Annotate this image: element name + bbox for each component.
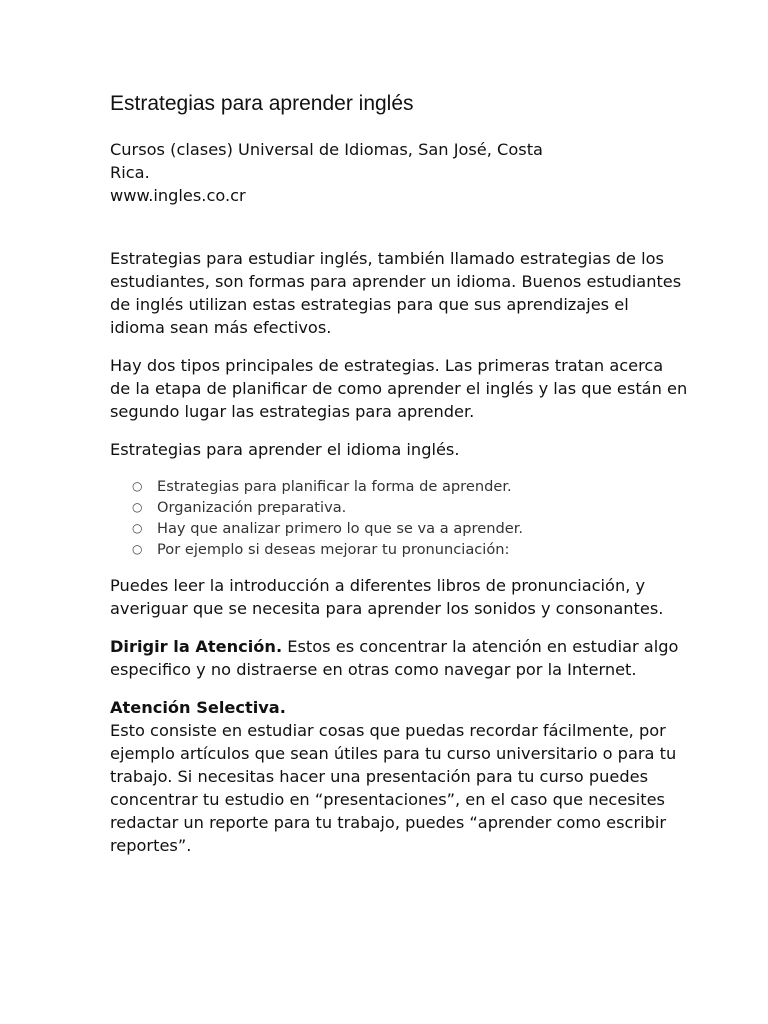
strategies-heading-paragraph: Estrategias para aprender el idioma inglés. [110, 440, 460, 459]
attention-paragraph [110, 635, 688, 681]
list-item-text: Por ejemplo si deseas mejorar tu pronunciación: [157, 541, 510, 558]
list-item [132, 497, 688, 518]
attention-heading: Dirigir la Atención. [110, 637, 283, 656]
list-item-text: Estrategias para planificar la forma de aprender. [157, 478, 512, 495]
circle-bullet-icon: ○ [132, 500, 143, 514]
list-item-text: Hay que analizar primero lo que se va a aprender. [157, 520, 523, 537]
circle-bullet-icon: ○ [132, 542, 143, 556]
circle-bullet-icon: ○ [132, 521, 143, 535]
selective-attention-heading: Atención Selectiva. [110, 698, 286, 717]
selective-attention-section [110, 696, 688, 857]
list-item [132, 518, 688, 539]
strategy-types-paragraph: Hay dos tipos principales de estrategias. Las primeras tratan acerca de la etapa de planificar de como aprender el inglés y las que están en segundo lugar las estrategias para aprender. [110, 356, 688, 421]
list-item-text: Organización preparativa. [157, 499, 347, 516]
course-header [110, 138, 688, 207]
circle-bullet-icon: ○ [132, 479, 143, 493]
attention-text: Estos es concentrar la atención en estudiar algo especifico y no distraerse en otras como navegar por la Internet. [110, 637, 679, 679]
selective-attention-text: Esto consiste en estudiar cosas que puedas recordar fácilmente, por ejemplo artículos que sean útiles para tu curso universitario o para tu trabajo. Si necesitas hacer una presentación para tu curso puedes concentrar tu estudio en “presentaciones”, en el caso que necesites redactar un reporte para tu trabajo, puedes “aprender como escribir reportes”. [110, 721, 677, 855]
strategy-list [110, 476, 688, 560]
course-country-line: Rica. [110, 163, 150, 182]
list-item [132, 476, 688, 497]
list-item [132, 539, 688, 560]
course-name-line: Cursos (clases) Universal de Idiomas, San José, Costa [110, 140, 543, 159]
intro-paragraph: Estrategias para estudiar inglés, también llamado estrategias de los estudiantes, son formas para aprender un idioma. Buenos estudiantes de inglés utilizan estas estrategias para que sus aprendizajes el idioma sean más efectivos. [110, 249, 682, 337]
pronunciation-paragraph: Puedes leer la introducción a diferentes libros de pronunciación, y averiguar que se necesita para aprender los sonidos y consonantes. [110, 576, 664, 618]
document-title: Estrategias para aprender inglés [110, 92, 414, 115]
website-url: www.ingles.co.cr [110, 186, 246, 205]
